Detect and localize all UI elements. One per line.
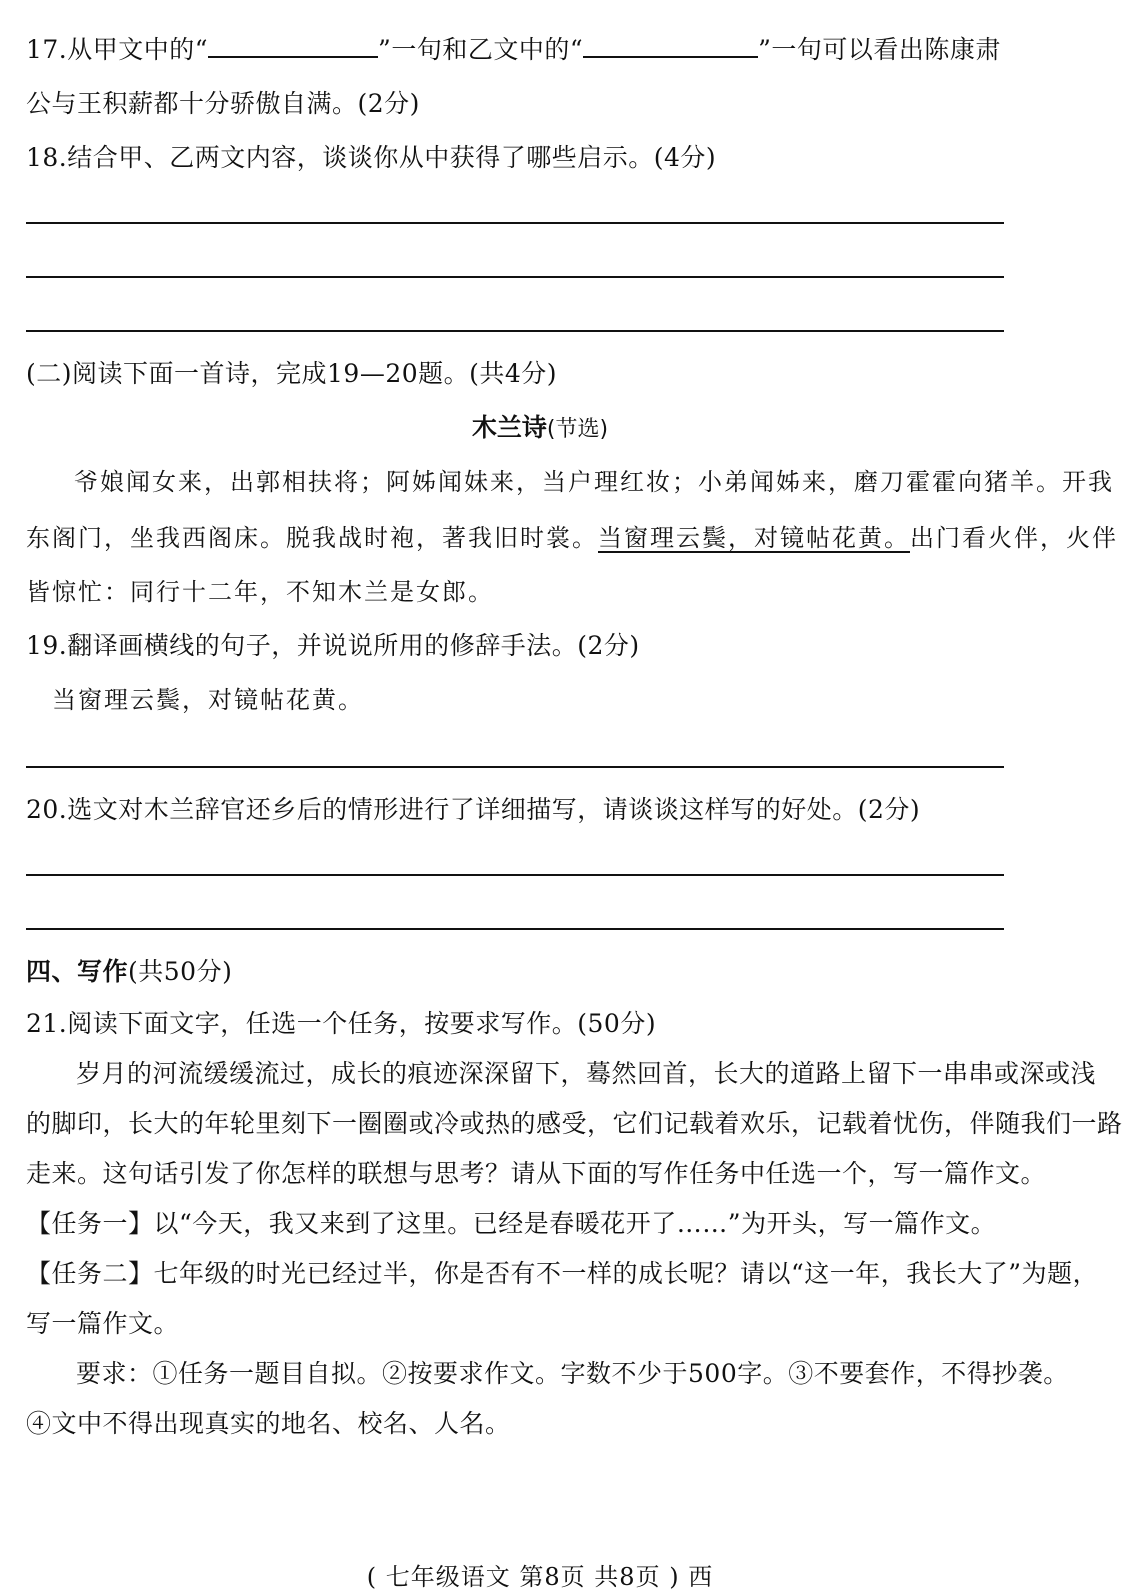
section-4-heading-rest: (共50分) (128, 957, 233, 986)
q18-question: 18.结合甲、乙两文内容，谈谈你从中获得了哪些启示。(4分) (26, 143, 717, 172)
q19-question: 19.翻译画横线的句子，并说说所用的修辞手法。(2分) (26, 631, 640, 660)
poem-underlined-sentence: 当窗理云鬓，对镜帖花黄。 (598, 524, 910, 552)
poem-title (0, 412, 1080, 446)
q19-quote: 当窗理云鬓，对镜帖花黄。 (52, 686, 364, 714)
q21-paragraph-line-3: 走来。这句话引发了你怎样的联想与思考？请从下面的写作任务中任选一个，写一篇作文。 (26, 1159, 1047, 1188)
q21-task-2-line-1: 【任务二】七年级的时光已经过半，你是否有不一样的成长呢？请以“这一年，我长大了”为题， (26, 1259, 1099, 1288)
q21-requirements-line-1: 要求：①任务一题目自拟。②按要求作文。字数不少于500字。③不要套作，不得抄袭。 (76, 1359, 1069, 1388)
q17-line-2: 公与王积薪都十分骄傲自满。(2分) (26, 89, 420, 118)
q17-part1: 17.从甲文中的“ (26, 35, 209, 64)
section-4-heading (26, 956, 232, 988)
q21-requirements-line-2: ④文中不得出现真实的地名、校名、人名。 (26, 1409, 511, 1438)
q21-question: 21.阅读下面文字，任选一个任务，按要求写作。(50分) (26, 1009, 657, 1038)
q17-blank-2[interactable] (583, 34, 758, 58)
q17-blank-1[interactable] (208, 34, 378, 58)
q17-part2: ”一句和乙文中的“ (378, 35, 584, 64)
section-4-heading-bold: 四、写作 (26, 957, 129, 986)
q18-answer-line-1[interactable] (26, 222, 1004, 224)
q20-answer-line-1[interactable] (26, 874, 1004, 876)
q18-answer-line-3[interactable] (26, 330, 1004, 332)
poem-line-3: 皆惊忙：同行十二年，不知木兰是女郎。 (26, 578, 494, 606)
q18-answer-line-2[interactable] (26, 276, 1004, 278)
poem-line-2 (26, 522, 1118, 554)
q20-answer-line-2[interactable] (26, 928, 1004, 930)
poem-subtitle: (节选) (546, 417, 609, 442)
page-footer: ( 七年级语文 第8页 共8页 ) 西 (366, 1563, 714, 1591)
q21-task-1: 【任务一】以“今天，我又来到了这里。已经是春暖花开了……”为开头，写一篇作文。 (26, 1209, 997, 1238)
poem-title-text: 木兰诗 (471, 413, 547, 442)
q17-part3: ”一句可以看出陈康肃 (758, 35, 1001, 64)
poem-line-2-post: 出门看火伴，火伴 (910, 524, 1118, 552)
section-2-heading: (二)阅读下面一首诗，完成19—20题。(共4分) (26, 359, 558, 388)
q21-paragraph-line-1: 岁月的河流缓缓流过，成长的痕迹深深留下，蓦然回首，长大的道路上留下一串串或深或浅 (76, 1059, 1097, 1088)
q20-question: 20.选文对木兰辞官还乡后的情形进行了详细描写，请谈谈这样写的好处。(2分) (26, 795, 921, 824)
q21-task-2-line-2: 写一篇作文。 (26, 1309, 180, 1338)
q19-answer-line[interactable] (26, 766, 1004, 768)
poem-line-1: 爷娘闻女来，出郭相扶将；阿姊闻妹来，当户理红妆；小弟闻姊来，磨刀霍霍向猪羊。开我 (74, 468, 1114, 496)
q17-line-1 (26, 34, 1001, 66)
q21-paragraph-line-2: 的脚印，长大的年轮里刻下一圈圈或冷或热的感受，它们记载着欢乐，记载着忧伤，伴随我们一路 (26, 1109, 1123, 1138)
poem-line-2-pre: 东阁门，坐我西阁床。脱我战时袍，著我旧时裳。 (26, 524, 598, 552)
